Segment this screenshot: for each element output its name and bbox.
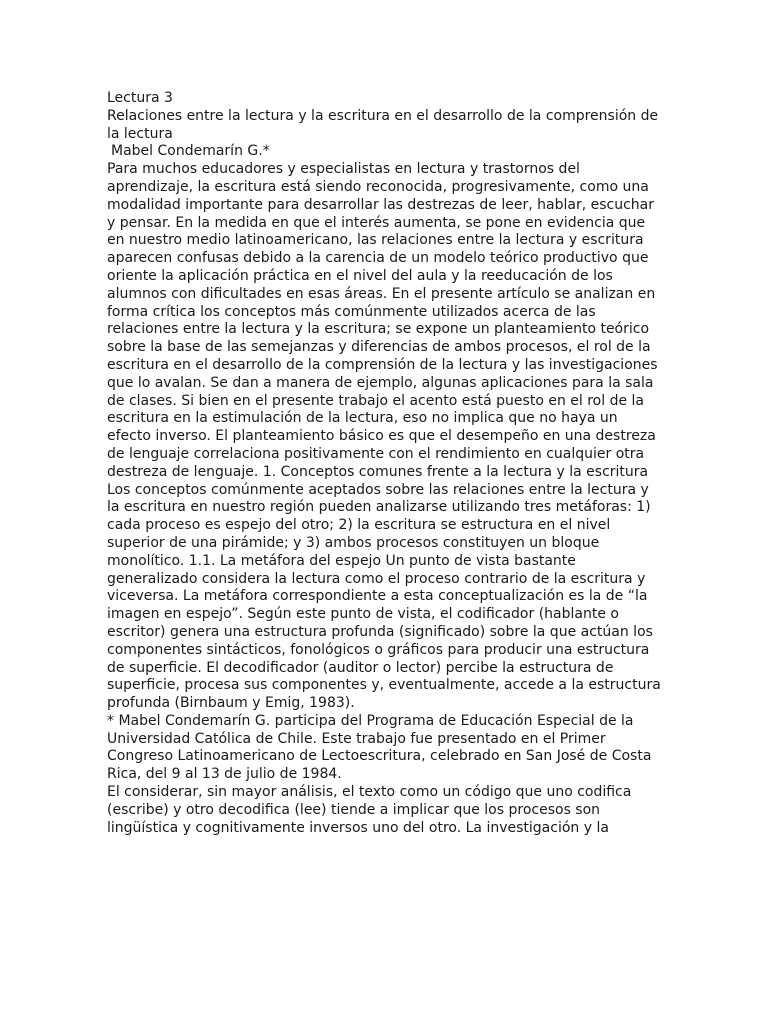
continuation-paragraph: El considerar, sin mayor análisis, el texto como un código que uno codifica (escribe) y otro decodifica (lee) tiende a implicar que los procesos son lingüística y cognitivamente inversos uno del otro. La investigación y la (107, 784, 632, 836)
body-paragraph: Para muchos educadores y especialistas en lectura y trastornos del aprendizaje, la escritura está siendo reconocida, progresivamente, como una modalidad importante para desarrollar las destrezas de leer, hablar, escuchar y pensar. En la medida en que el interés aumenta, se pone en evidencia que en nuestro medio latinoamericano, las relaciones entre la lectura y escritura aparecen confusas debido a la carencia de un modelo teórico productivo que oriente la aplicación práctica en el nivel del aula y la reeducación de los alumnos con dificultades en esas áreas. En el presente artículo se analizan en forma crítica los conceptos más comúnmente utilizados acerca de las relaciones entre la lectura y la escritura; se expone un planteamiento teórico sobre la base de las semejanzas y diferencias de ambos procesos, el rol de la escritura en el desarrollo de la comprensión de la lectura y las investigaciones que lo avalan. Se dan a manera de ejemplo, algunas aplicaciones para la sala de clases. Si bien en el presente trabajo el acento está puesto en el rol de la escritura en la estimulación de la lectura, eso no implica que no haya un efecto inverso. El planteamiento básico es que el desempeño en una destreza de lenguaje correlaciona positivamente con el rendimiento en cualquier otra destreza de lenguaje. 1. Conceptos comunes frente a la lectura y la escritura Los conceptos comúnmente aceptados sobre las relaciones entre la lectura y la escritura en nuestro región pueden analizarse utilizando tres metáforas: 1) cada proceso es espejo del otro; 2) la escritura se estructura en el nivel superior de una pirámide; y 3) ambos procesos constituyen un bloque monolítico. 1.1. La metáfora del espejo Un punto de vista bastante generalizado considera la lectura como el proceso contrario de la escritura y viceversa. La metáfora correspondiente a esta conceptualización es la de “la imagen en espejo”. Según este punto de vista, el codificador (hablante o escritor) genera una estructura profunda (significado) sobre la que actúan los componentes sintácticos, fonológicos o gráficos para producir una estructura de superficie. El decodificador (auditor o lector) percibe la estructura de superficie, procesa sus componentes y, eventualmente, accede a la estructura profunda (Birnbaum y Emig, 1983). (107, 161, 661, 712)
document-page (107, 90, 663, 837)
author-footnote: * Mabel Condemarín G. participa del Programa de Educación Especial de la Universidad Católica de Chile. Este trabajo fue presentado en el Primer Congreso Latinoamericano de Lectoescritura, celebrado en San José de Costa Rica, del 9 al 13 de julio de 1984. (107, 712, 652, 783)
document-title: Relaciones entre la lectura y la escritura en el desarrollo de la comprensión de la lectura (107, 107, 659, 142)
lecture-label: Lectura 3 (107, 90, 173, 106)
author-name: Mabel Condemarín G.* (111, 143, 270, 160)
